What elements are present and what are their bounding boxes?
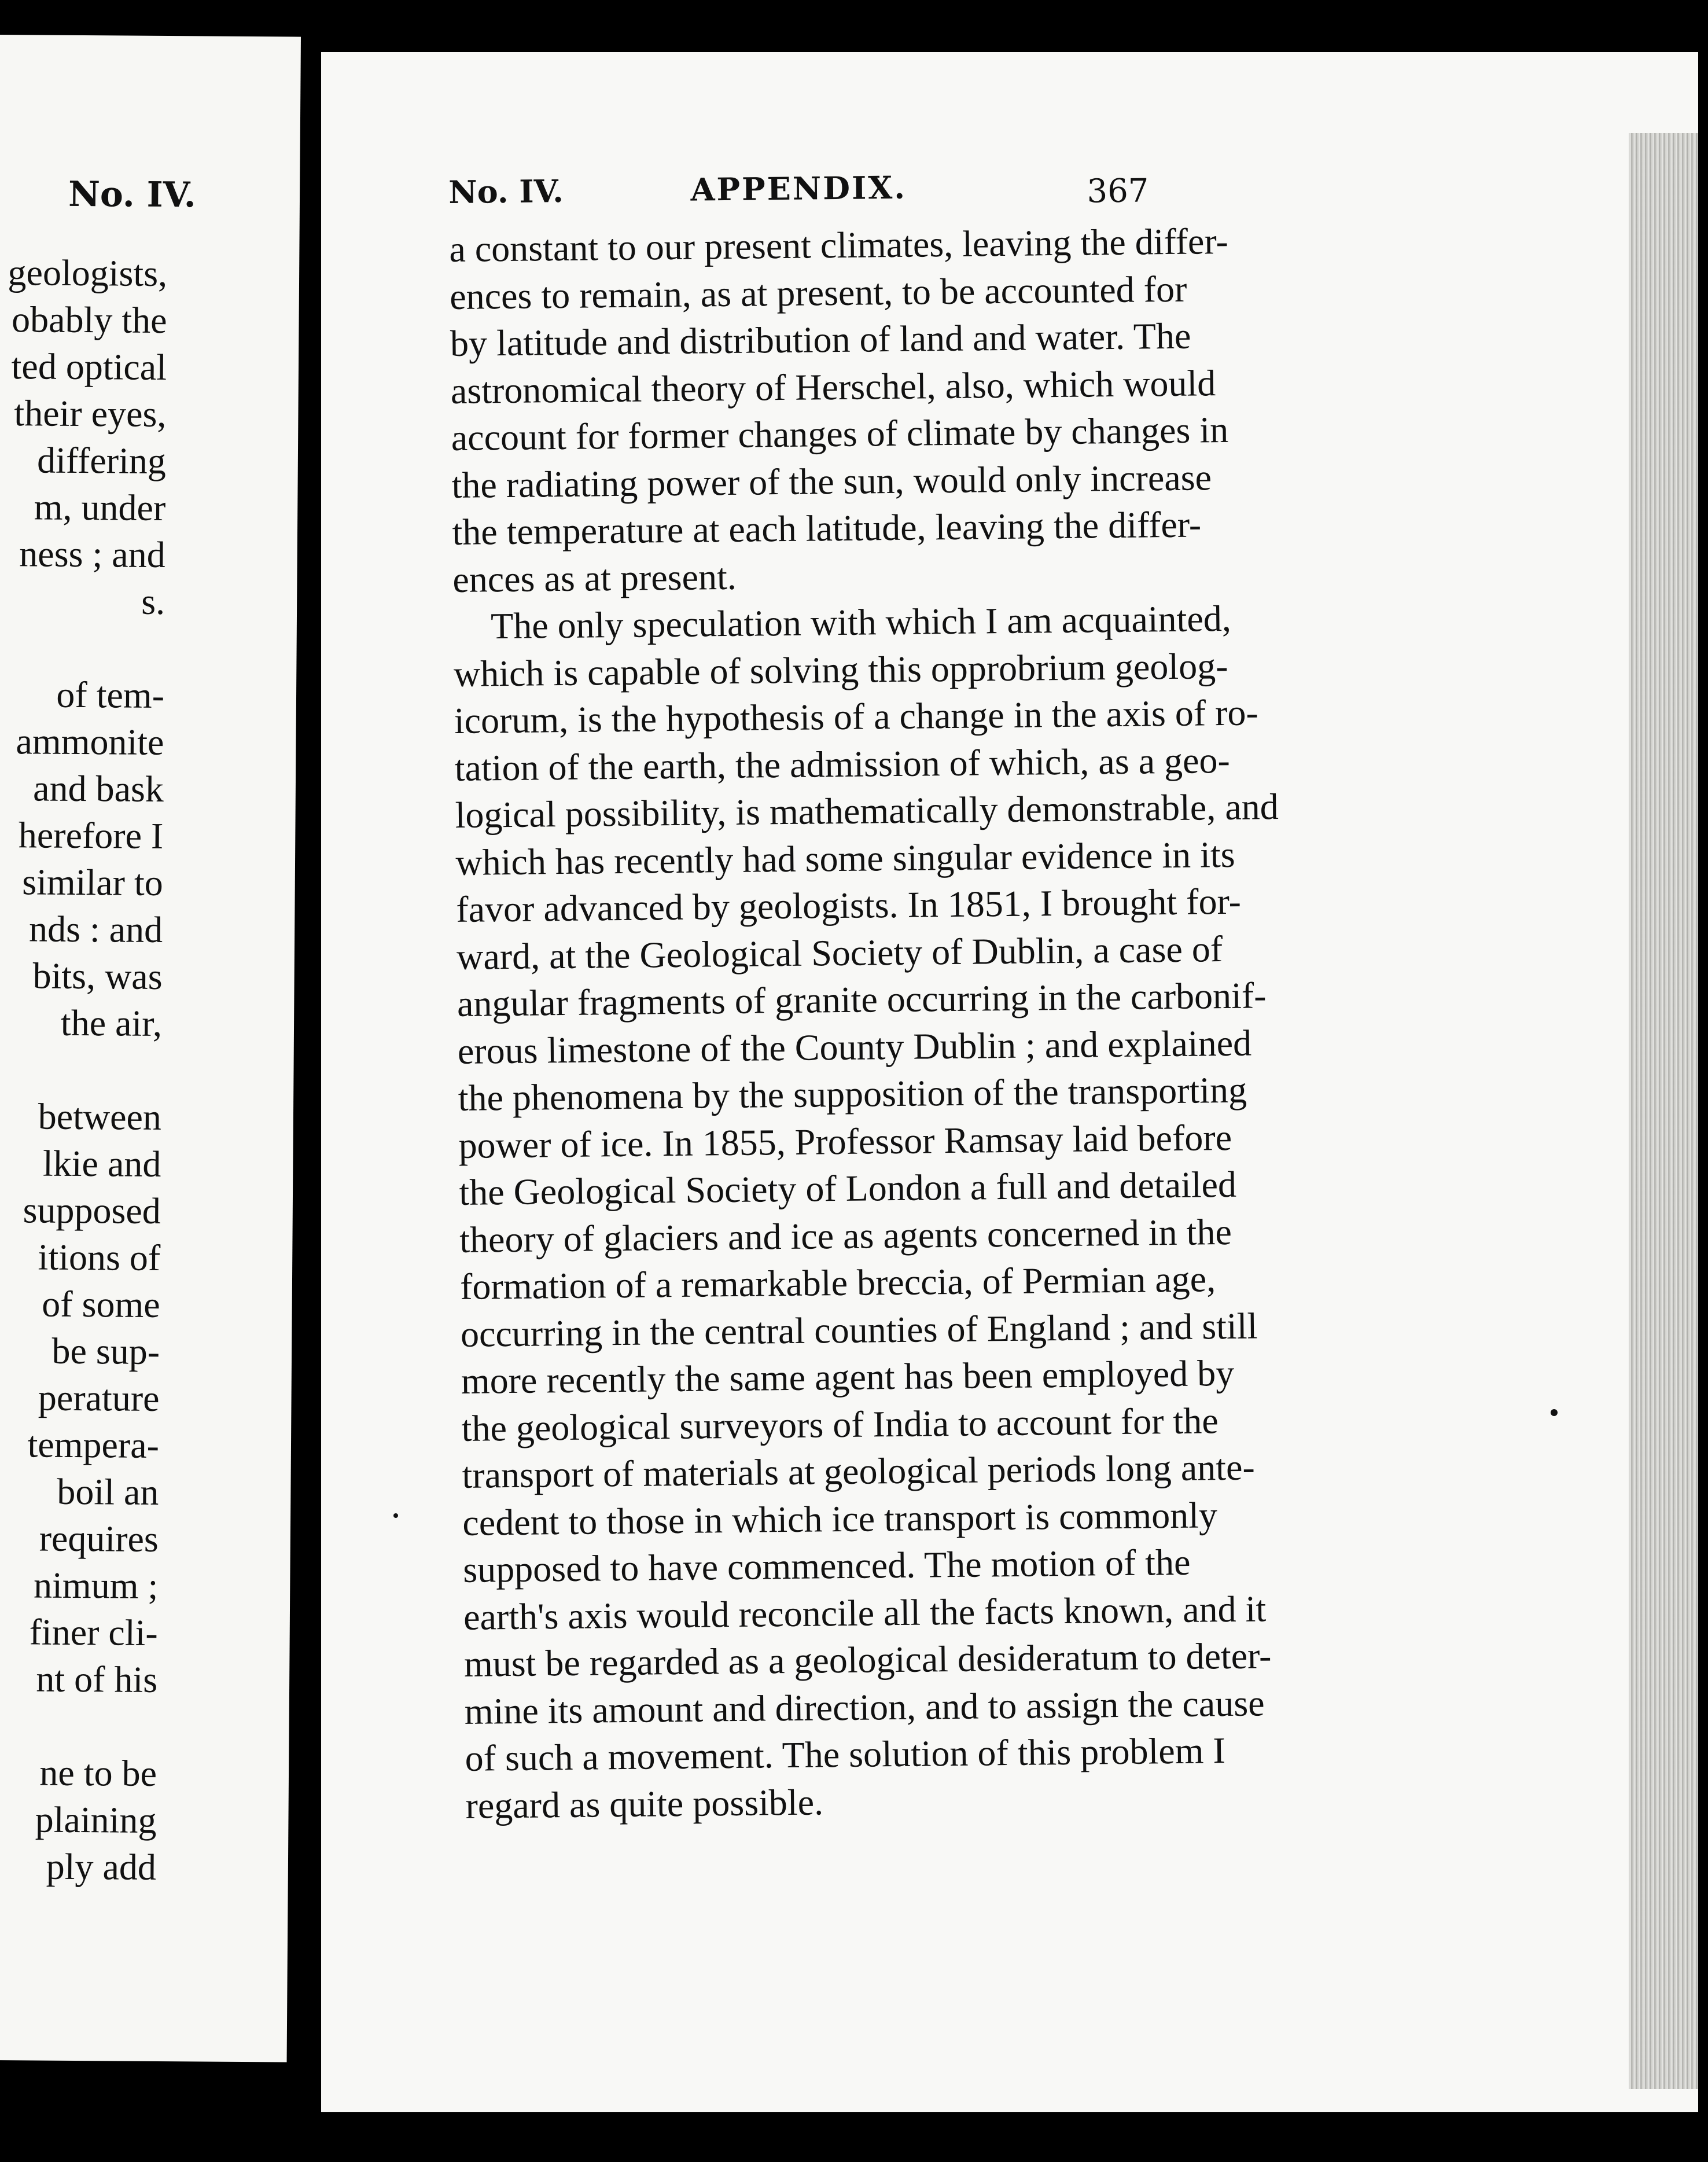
left-text-line: their eyes, [14, 392, 167, 435]
text-line: tation of the earth, the admission of which, as a geo- [454, 739, 1231, 789]
text-line: The only speculation with which I am acquainted, [490, 597, 1232, 647]
text-line: ences to remain, as at present, to be accounted for [449, 268, 1187, 317]
text-line: occurring in the central counties of England ; and still [460, 1304, 1258, 1355]
text-line: of such a movement. The solution of this problem I [465, 1730, 1226, 1779]
left-text-line: ted optical [11, 345, 167, 388]
left-text-line: and bask [32, 767, 164, 810]
scan-speck [1551, 1409, 1558, 1416]
left-text-line: perature [38, 1377, 160, 1419]
text-line: a constant to our present climates, leaving the differ- [448, 220, 1229, 270]
paragraph [448, 218, 1229, 603]
text-line: icorum, is the hypothesis of a change in the axis of ro- [454, 692, 1259, 741]
text-line: mine its amount and direction, and to assign the cause [464, 1682, 1265, 1732]
left-text-line: nimum ; [33, 1564, 159, 1606]
text-line: ences as at present. [452, 556, 737, 600]
right-page [321, 52, 1698, 2112]
paragraph [453, 595, 1279, 1829]
text-line: the radiating power of the sun, would only increase [451, 456, 1212, 506]
left-text-line: herefore I [18, 814, 164, 857]
left-text-line: boil an [57, 1470, 159, 1513]
text-line: account for former changes of climate by changes in [451, 409, 1229, 458]
left-text-line: requires [39, 1517, 159, 1560]
left-text-line: between [38, 1095, 162, 1138]
left-text-line: tempera- [27, 1424, 160, 1466]
text-line: by latitude and distribution of land and water. The [450, 315, 1191, 364]
text-line: the phenomena by the supposition of the transporting [458, 1069, 1247, 1119]
page-edge-stack [1629, 133, 1698, 2089]
line-gap [0, 622, 165, 672]
text-line: cedent to those in which ice transport is commonly [462, 1494, 1218, 1543]
left-text-line: of some [42, 1283, 160, 1325]
page-content [448, 166, 1279, 1829]
left-page-text [0, 247, 167, 1891]
text-line: erous limestone of the County Dublin ; and explained [457, 1022, 1252, 1072]
text-line: must be regarded as a geological desideratum to deter- [463, 1635, 1272, 1685]
text-line: which has recently had some singular evidence in its [455, 833, 1235, 883]
running-title: APPENDIX. [690, 168, 907, 208]
text-line: angular fragments of granite occurring in the carbonif- [457, 975, 1267, 1024]
left-text-line: nt of his [36, 1658, 158, 1700]
left-text-line: ammonite [16, 720, 164, 763]
line-gap [0, 1043, 162, 1094]
left-text-line: ne to be [39, 1752, 157, 1794]
text-line: formation of a remarkable breccia, of Permian age, [459, 1258, 1216, 1307]
left-page [0, 35, 301, 2062]
body-text [448, 218, 1279, 1829]
left-page-header: No. IV. [68, 174, 196, 216]
page-number: 367 [1087, 172, 1149, 211]
left-text-line: m, under [34, 486, 166, 529]
text-line: astronomical theory of Herschel, also, which would [450, 362, 1216, 411]
running-head [448, 166, 1149, 226]
text-line: more recently the same agent has been employed by [461, 1352, 1235, 1402]
left-text-line: of tem- [56, 674, 165, 716]
scan-speck [393, 1513, 398, 1518]
left-text-line: differing [36, 439, 167, 482]
left-text-line: the air, [60, 1002, 163, 1044]
left-text-line: itions of [38, 1236, 161, 1278]
left-text-line: lkie and [42, 1142, 161, 1185]
left-text-line: be sup- [51, 1330, 160, 1372]
text-line: regard as quite possible. [465, 1781, 824, 1826]
section-number: No. IV. [448, 172, 564, 211]
left-text-line: nds : and [28, 908, 163, 950]
text-line: which is capable of solving this opprobrium geolog- [453, 645, 1228, 694]
text-line: the temperature at each latitude, leaving the differ- [452, 503, 1202, 553]
left-text-line: plaining [35, 1799, 157, 1841]
text-line: favor advanced by geologists. In 1851, I brought for- [455, 880, 1242, 930]
text-line: the geological surveyors of India to account for the [461, 1399, 1219, 1449]
left-text-line: obably the [11, 299, 167, 341]
text-line: earth's axis would reconcile all the facts known, and it [463, 1587, 1267, 1638]
text-line: logical possibility, is mathematically demonstrable, and [455, 786, 1279, 836]
left-text-line: finer cli- [29, 1611, 158, 1653]
text-line: theory of glaciers and ice as agents concerned in the [459, 1211, 1232, 1260]
left-text-line: supposed [23, 1189, 161, 1231]
left-text-line: ness ; and [19, 533, 165, 576]
text-line: ward, at the Geological Society of Dublin, a case of [456, 928, 1223, 977]
text-line: power of ice. In 1855, Professor Ramsay laid before [458, 1116, 1232, 1166]
left-text-line: bits, was [32, 955, 163, 997]
left-text-line: ply add [46, 1845, 157, 1888]
text-line: supposed to have commenced. The motion of the [462, 1541, 1191, 1590]
text-line: the Geological Society of London a full and detailed [459, 1163, 1237, 1213]
left-text-line: similar to [22, 861, 164, 904]
text-line: transport of materials at geological periods long ante- [462, 1446, 1256, 1496]
left-text-line: geologists, [8, 252, 168, 295]
left-text-line: s. [141, 580, 165, 623]
line-gap [0, 1700, 157, 1750]
